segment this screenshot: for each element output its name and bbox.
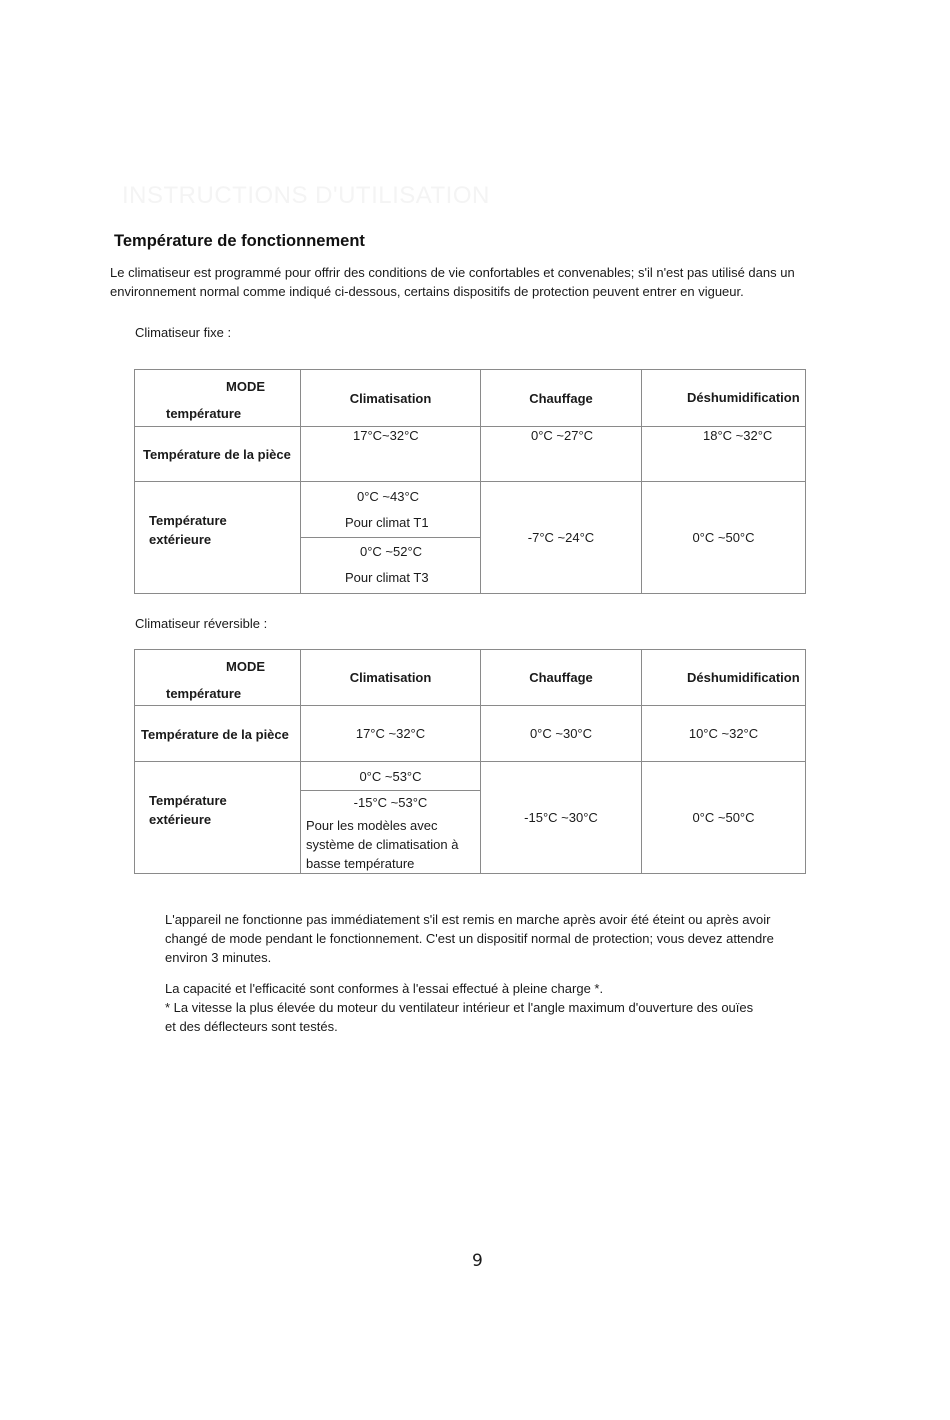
room-heat-value: 0°C ~27°C [531,428,594,443]
outdoor-label-line1: Température [149,793,227,808]
asterisk-note: * La vitesse la plus élevée du moteur du ventilateur intérieur et l'angle maximum d'ouverture des ouïes et des déflecteurs sont testés. [165,1000,754,1034]
outdoor-cool-lowtemp-cell [301,791,481,874]
mode-temperature-header [135,650,301,706]
room-temperature-text: Température de la pièce [141,727,289,742]
outdoor-temperature-label [135,762,301,874]
ghost-section-title: INSTRUCTIONS D'UTILISATION [122,182,490,209]
outdoor-dry-cell: 0°C ~50°C [642,762,806,874]
reversible-unit-label: Climatiseur réversible : [135,616,268,631]
room-cool-cell [301,427,481,482]
col-climatisation: Climatisation [301,370,481,427]
col-chauffage: Chauffage [481,370,642,427]
col-climatisation: Climatisation [301,650,481,706]
page-number: 9 [472,1251,483,1271]
room-dry-value: 18°C ~32°C [703,428,773,443]
outdoor-cool-lowtemp-range: -15°C ~53°C [353,795,428,810]
outdoor-temperature-label [135,482,301,594]
room-heat-cell: 0°C ~30°C [481,706,642,762]
reversible-unit-table [134,649,806,874]
outdoor-cool-t1-note: Pour climat T1 [345,515,429,530]
outdoor-cool-range-cell: 0°C ~53°C [301,762,481,791]
col-deshumidification-label: Déshumidification [687,390,800,405]
intro-paragraph: Le climatiseur est programmé pour offrir des conditions de vie confortables et convenables; s'il n'est pas utilisé dans un environnement normal comme indiqué ci-dessous, certains dispositifs de protection peuvent entrer en vigueur. [110,265,795,299]
outdoor-dry-cell: 0°C ~50°C [642,482,806,594]
room-cool-value: 17°C~32°C [353,428,419,443]
mode-temperature-header [135,370,301,427]
outdoor-heat-cell: -7°C ~24°C [481,482,642,594]
outdoor-cool-t3-cell [301,538,481,594]
col-deshumidification-label: Déshumidification [687,670,800,685]
outdoor-cool-t3-range: 0°C ~52°C [360,544,423,559]
col-deshumidification [642,650,806,706]
outdoor-cool-t1-range: 0°C ~43°C [357,489,420,504]
col-deshumidification [642,370,806,427]
col-chauffage: Chauffage [481,650,642,706]
outdoor-cool-t1-cell [301,482,481,538]
room-cool-cell: 17°C ~32°C [301,706,481,762]
outdoor-cool-lowtemp-note: Pour les modèles avec système de climatisation à basse température [306,818,459,871]
outdoor-cool-t3-note: Pour climat T3 [345,570,429,585]
temperature-header-label: température [166,686,242,701]
mode-header-label: MODE [226,659,265,674]
restart-note: L'appareil ne fonctionne pas immédiatement s'il est remis en marche après avoir été éteint ou après avoir changé de mode pendant le fonctionnement. C'est un dispositif normal de protection; vous devez attendre environ 3 minutes. [165,912,774,965]
outdoor-label-line1: Température [149,513,227,528]
section-title: Température de fonctionnement [114,232,365,250]
temperature-header-label: température [166,406,242,421]
room-temperature-label [135,706,301,762]
capacity-note: La capacité et l'efficacité sont conformes à l'essai effectué à pleine charge *. [165,981,604,996]
room-dry-cell: 10°C ~32°C [642,706,806,762]
room-heat-cell [481,427,642,482]
outdoor-label-line2: extérieure [149,812,212,827]
fixed-unit-label: Climatiseur fixe : [135,325,232,340]
outdoor-heat-cell: -15°C ~30°C [481,762,642,874]
room-temperature-label [135,427,301,482]
fixed-unit-table [134,369,806,594]
room-dry-cell [642,427,806,482]
room-temperature-text: Température de la pièce [143,447,291,462]
mode-header-label: MODE [226,379,265,394]
outdoor-label-line2: extérieure [149,532,212,547]
